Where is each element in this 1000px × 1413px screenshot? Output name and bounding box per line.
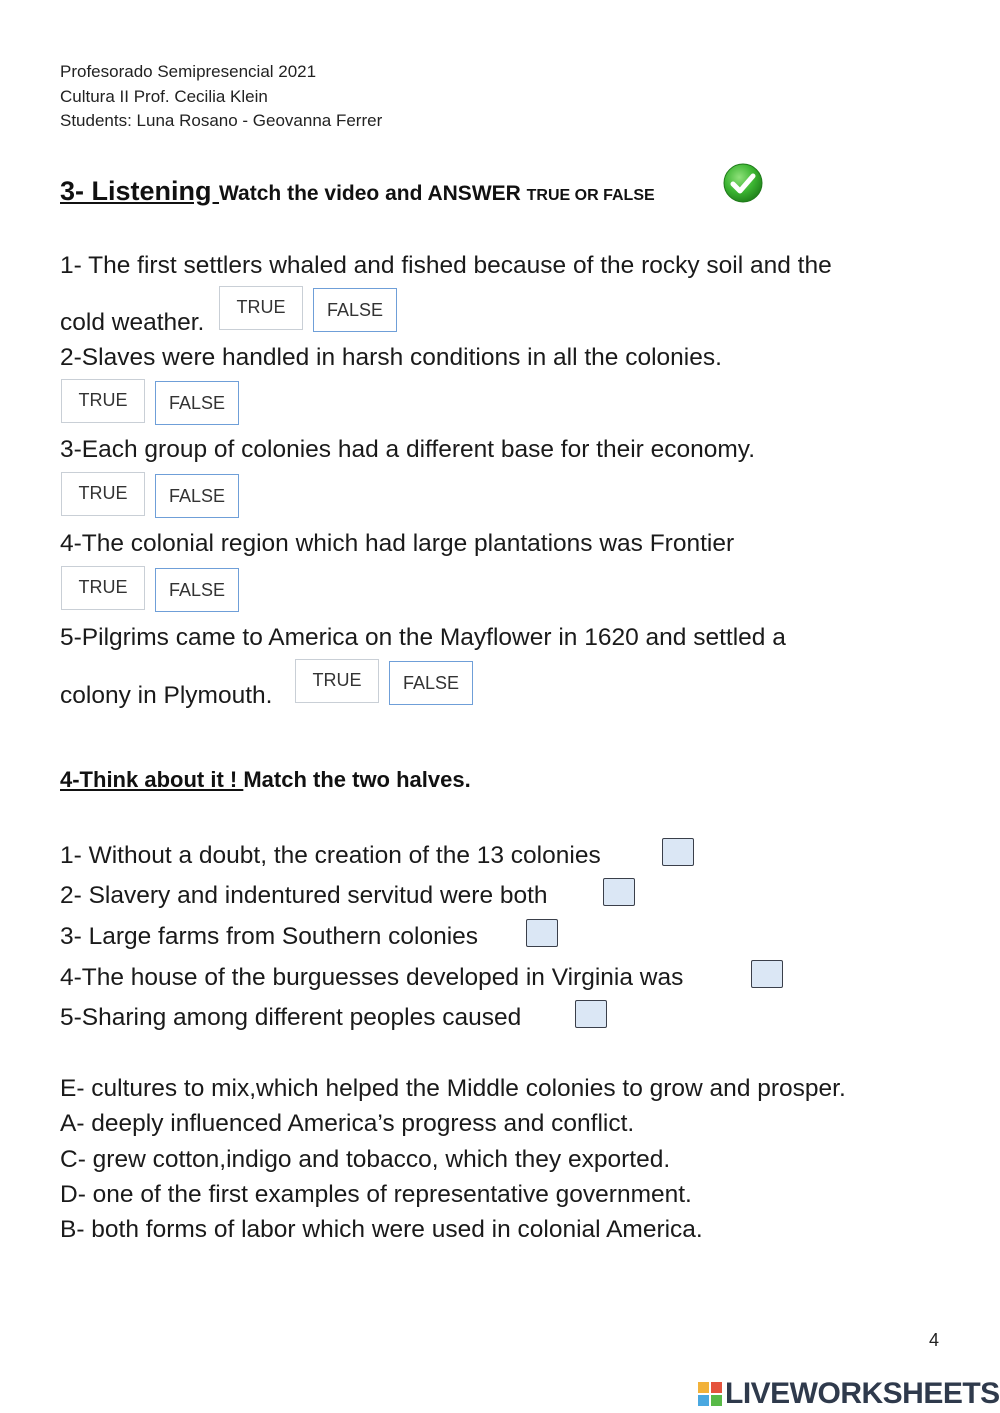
brand-name: LIVEWORKSHEETS: [725, 1377, 1000, 1410]
liveworksheets-logo-icon: [697, 1381, 723, 1407]
match-item-3: 3- Large farms from Southern colonies: [60, 923, 479, 950]
match-input-4[interactable]: [751, 960, 783, 988]
q1-false-button[interactable]: FALSE: [313, 288, 397, 332]
liveworksheets-brand: [697, 1377, 1000, 1411]
match-input-1[interactable]: [662, 838, 694, 866]
match-input-3[interactable]: [526, 919, 558, 947]
header-students: Students: Luna Rosano - Geovanna Ferrer: [60, 111, 383, 130]
answer-e: E- cultures to mix,which helped the Middle colonies to grow and prosper.: [60, 1075, 846, 1102]
green-check-icon[interactable]: [722, 162, 764, 204]
question-1-line1: 1- The first settlers whaled and fished because of the rocky soil and the: [60, 252, 832, 279]
question-3: 3-Each group of colonies had a different base for their economy.: [60, 436, 756, 463]
section4-heading: [60, 767, 471, 793]
match-item-2: 2- Slavery and indentured servitud were both: [60, 882, 548, 909]
q4-false-button[interactable]: FALSE: [155, 568, 239, 612]
q5-true-button[interactable]: TRUE: [295, 659, 379, 703]
section4-instruction: Match the two halves.: [243, 767, 471, 792]
section3-title: 3- Listening: [60, 176, 220, 206]
section3-heading: [60, 176, 655, 207]
q3-false-button[interactable]: FALSE: [155, 474, 239, 518]
q3-true-button[interactable]: TRUE: [61, 472, 145, 516]
answer-c: C- grew cotton,indigo and tobacco, which they exported.: [60, 1146, 671, 1173]
question-4: 4-The colonial region which had large plantations was Frontier: [60, 530, 735, 557]
section3-instruction: Watch the video and ANSWER: [219, 182, 527, 205]
question-1-line2: cold weather.: [60, 309, 205, 336]
match-item-5: 5-Sharing among different peoples caused: [60, 1004, 522, 1031]
match-input-2[interactable]: [603, 878, 635, 906]
q5-false-button[interactable]: FALSE: [389, 661, 473, 705]
header-program: Profesorado Semipresencial 2021: [60, 62, 317, 81]
match-item-4: 4-The house of the burguesses developed in Virginia was: [60, 964, 684, 991]
match-input-5[interactable]: [575, 1000, 607, 1028]
q2-true-button[interactable]: TRUE: [61, 379, 145, 423]
match-item-1: 1- Without a doubt, the creation of the 13 colonies: [60, 842, 601, 869]
question-5-line2: colony in Plymouth.: [60, 682, 273, 709]
page-number: 4: [929, 1330, 940, 1350]
answer-d: D- one of the first examples of representative government.: [60, 1181, 692, 1208]
question-5-line1: 5-Pilgrims came to America on the Mayflower in 1620 and settled a: [60, 624, 786, 651]
answer-b: B- both forms of labor which were used in colonial America.: [60, 1216, 703, 1243]
header-course: Cultura II Prof. Cecilia Klein: [60, 86, 268, 106]
section3-instruction-small: TRUE OR FALSE: [526, 187, 655, 204]
answer-a: A- deeply influenced America’s progress and conflict.: [60, 1110, 635, 1137]
document-header: [60, 60, 382, 134]
q2-false-button[interactable]: FALSE: [155, 381, 239, 425]
q4-true-button[interactable]: TRUE: [61, 566, 145, 610]
section4-title: 4-Think about it !: [60, 767, 244, 792]
question-2: 2-Slaves were handled in harsh conditions in all the colonies.: [60, 344, 722, 371]
q1-true-button[interactable]: TRUE: [219, 286, 303, 330]
